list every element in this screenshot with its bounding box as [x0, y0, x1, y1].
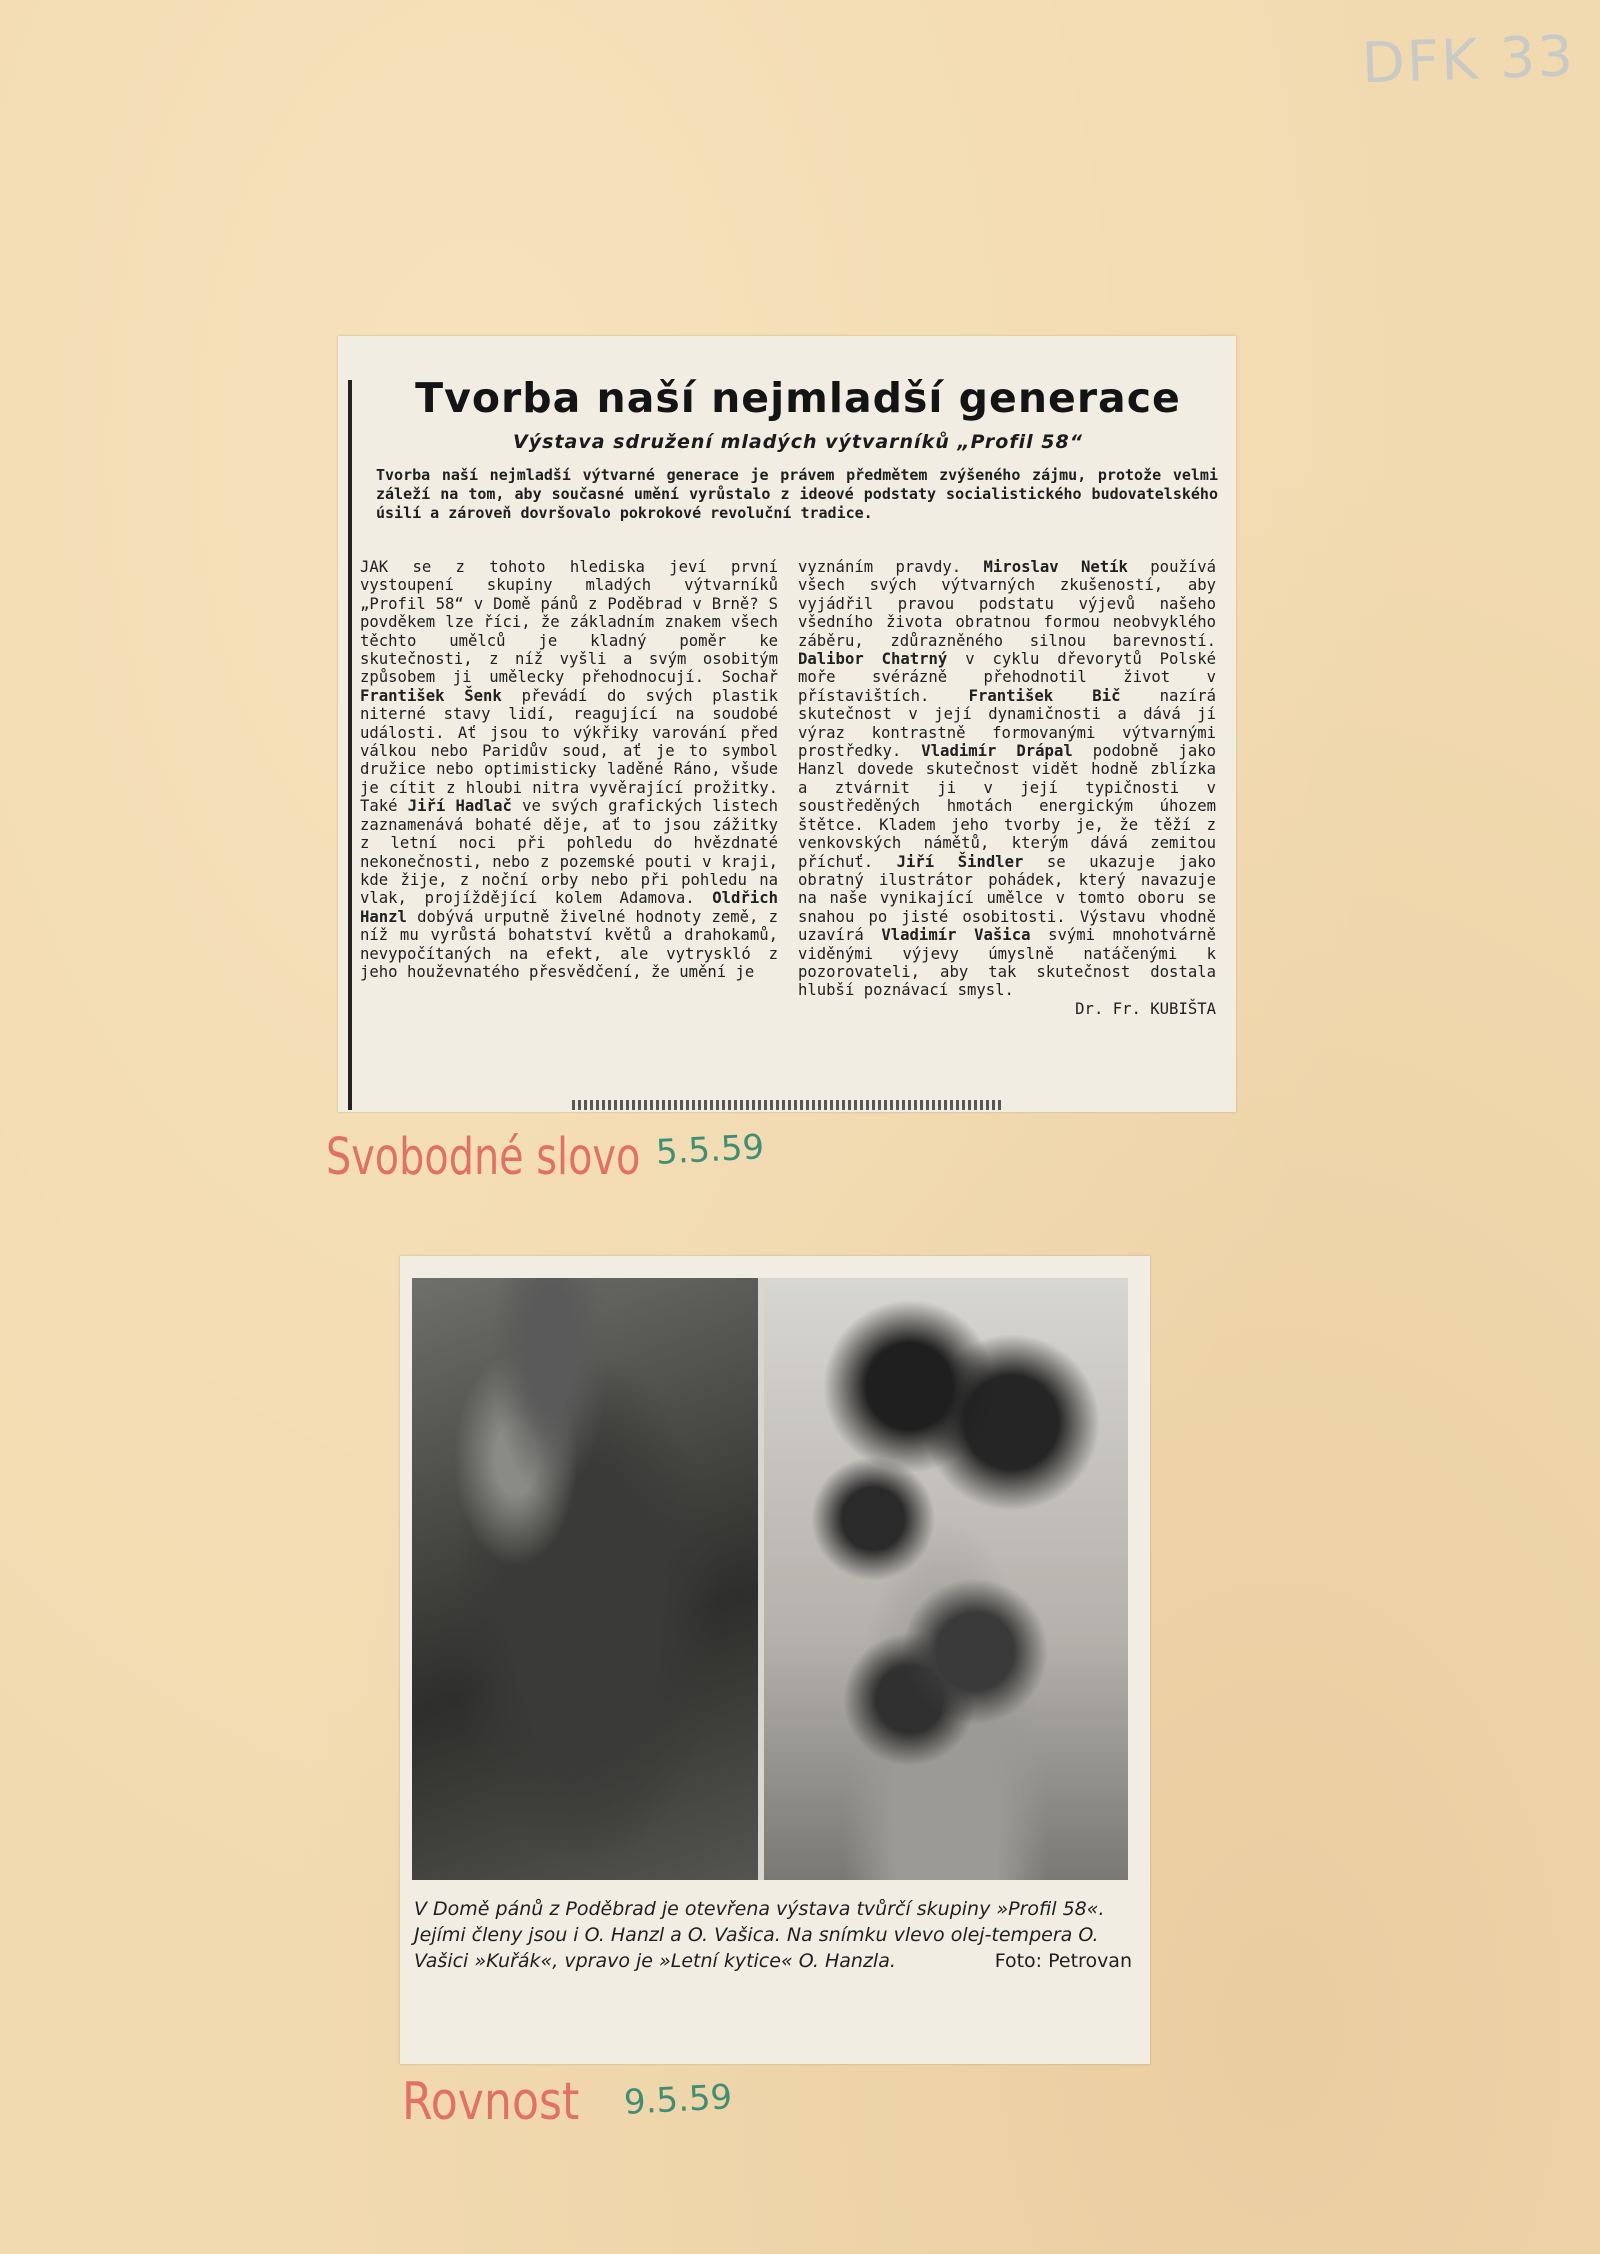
artist-name: Vladimír Drápal [921, 742, 1073, 761]
painting-letni-kytice-image [764, 1278, 1128, 1880]
newspaper-clipping-photo [400, 1256, 1150, 2064]
artist-name: Miroslav Netík [983, 558, 1128, 576]
text-run: svými mnohotvárně viděnými výjevy úmyslně natáčenými k pozorovateli, aby tak skutečnost dostala hlubší poznávací smysl. [798, 926, 1216, 1000]
source-stamp-svobodne-slovo: Svobodné slovo [326, 1128, 641, 1187]
artist-name: Jiří Hadlač [407, 797, 512, 816]
archive-mark: DFK 33 [1360, 24, 1576, 97]
source-stamp-rovnost: Rovnost [402, 2072, 580, 2132]
photo-credit: Foto: Petrovan [994, 1950, 1132, 1972]
text-run: ve svých grafických listech zaznamenává bohaté děje, ať to jsou zážitky z letní noci při pohledu do hvězdnaté nekonečnosti, nebo z pozemské pouti v kraji, kde žije, z noční orby nebo při pohledu na vlak, projíždějící kolem Adamova. [360, 797, 778, 908]
article-lead: Tvorba naší nejmladší výtvarné generace je právem předmětem zvýšeného zájmu, protože velmi záleží na tom, aby současné umění vyrůstalo z ideové podstaty socialistického budovatelského úsilí a zároveň dovršovalo pokrokové revoluční tradice. [376, 466, 1218, 522]
artist-name: František Šenk [360, 686, 502, 705]
article-column-right [798, 558, 1216, 1018]
text-run: se ukazuje jako obratný ilustrátor pohádek, který navazuje na naše vynikající umělce v tomto oboru se snahou po jisté osobitosti. Výstavu vhodně uzavírá [798, 852, 1216, 945]
column-rule [348, 380, 352, 1110]
painting-kurak-image [412, 1278, 758, 1880]
handwritten-date: 9.5.59 [623, 2077, 734, 2123]
text-run: nazírá skutečnost v její dynamičnosti a dává jí výraz kontrastně formovanými výtvarnými prostředky. [798, 686, 1216, 761]
text-run: v cyklu dřevorytů Polské moře svérázně přehodnotil život v přístavištích. [798, 650, 1216, 705]
photo-caption [414, 1896, 1132, 1974]
text-run: podobně jako Hanzl dovede skutečnost vidět hodně zblízka a ztvárnit ji v její typičnosti v soustředěných hmotách energickým úhozem štětce. Kladem jeho tvorby je, že těží z venkovských námětů, kterým dává zemitou příchuť. [798, 742, 1216, 871]
text-run: převádí do svých plastik niterné stavy lidí, reagující na soudobé události. Ať jsou to výkřiky varování před válkou nebo Paridův soud, ať je to symbol družice nebo optimisticky laděné Ráno, všude je cítit z hloubi nitra vyvěrající prožitky. Také [360, 686, 778, 816]
article-column-left [360, 558, 778, 981]
artist-name: Dalibor Chatrný [798, 650, 948, 669]
author-signature: Dr. Fr. KUBIŠTA [1075, 999, 1216, 1018]
article-subheadline: Výstava sdružení mladých výtvarníků „Profil 58“ [513, 431, 1083, 453]
handwritten-date: 5.5.59 [655, 1127, 766, 1173]
artwork-photo [412, 1278, 1128, 1880]
text-run: používá všech svých výtvarných zkušeností, aby vyjádřil pravou podstatu výjevů našeho všedního života obratnou formou neobvyklého záběru, zdůrazněného silnou barevností. [798, 558, 1217, 650]
artist-name: Jiří Šindler [896, 852, 1024, 871]
article-headline: Tvorba naší nejmladší generace [415, 374, 1181, 422]
caption-text: V Domě pánů z Poděbrad je otevřena výstava tvůrčí skupiny »Profil 58«. Jejími členy jsou i O. Hanzl a O. Vašica. Na snímku vlevo olej-tempera O. Vašici »Kuřák«, vpravo je »Letní kytice« O. Hanzla. [414, 1898, 1105, 1972]
text-run: dobývá urputně živelné hodnoty země, z níž mu vyrůstá bohatství květů a drahokamů, nevypočítaných na efekt, ale vytryskló z jeho houževnatého přesvědčení, že umění je [360, 907, 778, 981]
text-run: vyznáním pravdy. [798, 558, 984, 576]
text-run: JAK se z tohoto hlediska jeví první vystoupení skupiny mladých výtvarníků „Profil 58“ v Domě pánů z Poděbrad v Brně? S povděkem lze říci, že základním znakem všech těchto umělců je kladný poměr ke skutečnosti, z níž vyšli a svým osobitým způsobem ji umělecky přehodnocují. Sochař [360, 558, 778, 687]
artist-name: František Bič [968, 686, 1121, 705]
newspaper-clipping-article [338, 336, 1236, 1112]
artist-name: Vladimír Vašica [881, 926, 1031, 945]
wavy-divider [572, 1100, 1004, 1110]
artist-name: Oldřich Hanzl [360, 889, 778, 926]
